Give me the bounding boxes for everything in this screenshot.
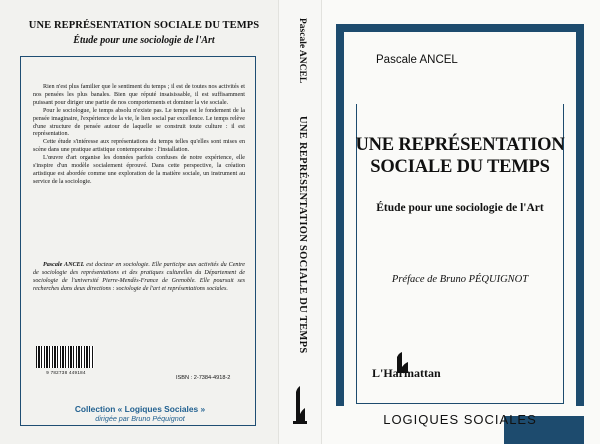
collection-director: dirigée par Bruno Péquignot [95,414,185,423]
front-author: Pascale ANCEL [376,54,458,66]
blurb-paragraph: L'œuvre d'art organise les données parfois confuses de notre expérience, elle s'inspire d'un modèle socialement éprouvé. Dans cette perspective, la création artistique est abordée comme une exploration de la matière sociale, un instrument au service de la sociologie. [33,155,245,185]
barcode-number: 9 782738 449184 [46,370,86,375]
barcode [36,346,94,368]
back-blurb [33,84,245,187]
series-label: LOGIQUES SOCIALES [383,412,537,427]
blurb-paragraph: Cette étude s'intéresse aux représentations du temps telles qu'elles sont mises en scène dans une pratique artistique contemporaine : l'installation. [33,139,245,154]
back-subtitle: Étude pour une sociologie de l'Art [73,35,215,46]
front-subtitle: Étude pour une sociologie de l'Art [376,202,544,214]
front-title-line: SOCIALE DU TEMPS [370,157,550,177]
spine-title: UNE REPRÉSENTATION SOCIALE DU TEMPS [297,116,308,354]
harmattan-logo-icon [290,384,310,424]
front-title-line: UNE REPRÉSENTATION [355,135,565,155]
bio-text: est docteur en sociologie. Elle participe aux activités du Centre de sociologie des représentations et des pratiques culturelles du Département de sociologie de l'université Pierre-Mendès-France de Grenoble. Elle poursuit ses recherches dans deux directions : sociologie de l'art et représentations sociales. [33,262,246,292]
bio-name: Pascale ANCEL [43,262,85,268]
blurb-paragraph: Pour le sociologue, le temps absolu n'existe pas. Le temps est le fondement de la pensée imaginaire, l'expérience de la vie, le lien social par excellence. Le temps relève d'une structure de pensée autour de laquelle se construit toute culture : il est représentation. [33,107,245,138]
front-preface: Préface de Bruno PÉQUIGNOT [391,274,529,285]
publisher-name: L'Harmattan [372,366,441,380]
isbn: ISBN : 2-7384-4918-2 [176,375,231,381]
blurb-paragraph: Rien n'est plus familier que le sentiment du temps ; il est de toutes nos activités et nos pensées les plus banales. Bien que réputé insaisissable, il est suffisamment puissant pour diriger une partie de nos comportements et dominer la vie sociale. [33,84,245,106]
front-title [344,134,576,178]
author-bio [33,262,245,294]
back-title: UNE REPRÉSENTATION SOCIALE DU TEMPS [28,20,260,31]
collection-name: Collection « Logiques Sociales » [74,404,206,414]
spine-author: Pascale ANCEL [297,18,307,84]
